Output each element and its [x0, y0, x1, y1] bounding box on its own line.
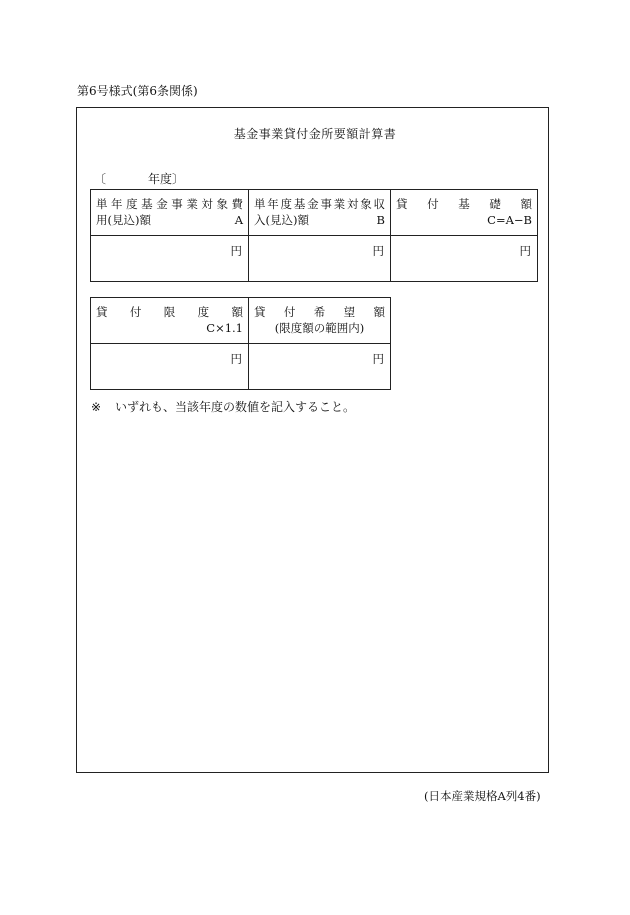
- header-expense: [91, 190, 249, 236]
- paper-size-label: (日本産業規格A列4番): [424, 789, 541, 803]
- header-base-amount: [391, 190, 538, 236]
- base-amount-cell[interactable]: [391, 236, 538, 282]
- header-desired-amount: [249, 298, 391, 344]
- expense-amount-cell[interactable]: [91, 236, 249, 282]
- header-expense-line1: 単年度基金事業対象費: [96, 197, 243, 211]
- note-mark: ※: [91, 400, 102, 414]
- header-desired-amount-note: (限度額の範囲内): [274, 321, 365, 335]
- header-base-amount-formula: C=A−B: [487, 213, 532, 227]
- calculation-table: [90, 189, 538, 282]
- form-number: 第6号様式(第6条関係): [77, 84, 198, 98]
- document-title: 基金事業貸付金所要額計算書: [233, 127, 397, 141]
- limit-table: [90, 297, 391, 390]
- header-loan-limit-line1: 貸付限度額: [96, 305, 243, 319]
- note-text: いずれも、当該年度の数値を記入すること。: [115, 400, 356, 414]
- header-loan-limit-formula: C×1.1: [206, 321, 243, 335]
- yen-unit: 円: [519, 244, 531, 258]
- fiscal-year-label: 年度〕: [148, 172, 185, 186]
- header-desired-amount-line1: 貸付希望額: [254, 305, 385, 319]
- header-loan-limit: [91, 298, 249, 344]
- header-income-line1: 単年度基金事業対象収: [254, 197, 385, 211]
- yen-unit: 円: [230, 244, 242, 258]
- yen-unit: 円: [372, 352, 384, 366]
- desired-amount-cell[interactable]: [249, 344, 391, 390]
- header-expense-symbol: A: [234, 213, 243, 227]
- header-expense-line2: 用(見込)額: [96, 213, 151, 227]
- fiscal-year-open-bracket: 〔: [94, 172, 107, 186]
- footnote: [91, 398, 355, 415]
- fiscal-year-field[interactable]: [94, 170, 184, 187]
- yen-unit: 円: [372, 244, 384, 258]
- header-income: [249, 190, 391, 236]
- loan-limit-cell[interactable]: [91, 344, 249, 390]
- income-amount-cell[interactable]: [249, 236, 391, 282]
- yen-unit: 円: [230, 352, 242, 366]
- header-income-symbol: B: [376, 213, 385, 227]
- header-base-amount-line1: 貸付基礎額: [396, 197, 532, 211]
- header-income-line2: 入(見込)額: [254, 213, 309, 227]
